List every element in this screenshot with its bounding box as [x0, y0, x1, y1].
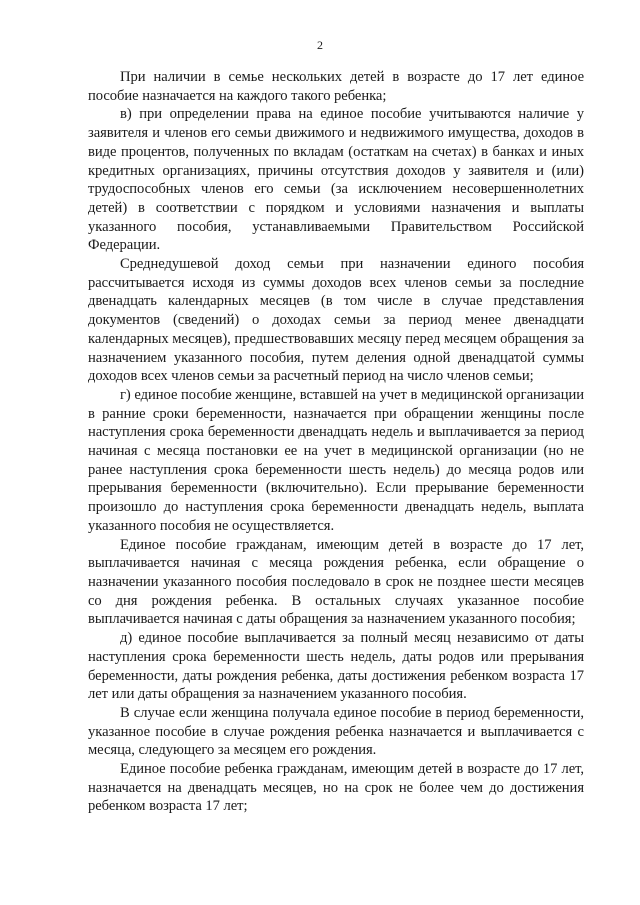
paragraph-multiple-children: При наличии в семье нескольких детей в возрасте до 17 лет единое пособие назначается на каждого такого ребенка; [88, 69, 584, 104]
paragraph-item-v-property: в) при определении права на единое пособие учитываются наличие у заявителя и членов его семьи движимого и недвижимого имущества, доходов в виде процентов, полученных по вкладам (остаткам на счетах) в банках и иных кредитных организациях, причины отсутствия доходов у заявителя и (или) трудоспособных членов его семьи (за исключением несовершеннолетних детей) в соответствии с порядком и условиями назначения и выплаты указанного пособия, устанавливаемыми Правительством Российской Федерации. [88, 106, 584, 254]
page-number: 2 [317, 38, 323, 52]
paragraph-average-income: Среднедушевой доход семьи при назначении единого пособия рассчитывается исходя из суммы доходов всех членов семьи за последние двенадцать календарных месяцев (в том числе в случае представления документов (сведений) о доходах семьи за период менее двенадцати календарных месяцев), предшествовавших месяцу перед месяцем обращения за назначением указанного пособия, путем деления одной двенадцатой суммы доходов всех членов семьи за расчетный период на число членов семьи; [88, 256, 584, 385]
paragraph-pregnancy-to-birth: В случае если женщина получала единое пособие в период беременности, указанное пособие в случае рождения ребенка назначается и выплачивается с месяца, следующего за месяцем его рождения. [88, 704, 584, 759]
document-body [88, 68, 584, 816]
paragraph-payment-start: Единое пособие гражданам, имеющим детей в возрасте до 17 лет, выплачивается начиная с месяца рождения ребенка, если обращение о назначении указанного пособия последовало в срок не позднее шести месяцев со дня рождения ребенка. В остальных случаях указанное пособие выплачивается начиная с даты обращения за назначением указанного пособия; [88, 536, 584, 628]
paragraph-item-g-pregnancy: г) единое пособие женщине, вставшей на учет в медицинской организации в ранние сроки беременности, назначается при обращении женщины после наступления срока беременности двенадцать недель и выплачивается за период начиная с месяца постановки ее на учет в медицинской организации (но не ранее наступления срока беременности шесть недель) до месяца родов или прерывания беременности (включительно). Если прерывание беременности произошло до наступления срока беременности двенадцать недель, выплата указанного пособия не осуществляется. [88, 386, 584, 534]
paragraph-assignment-period: Единое пособие ребенка гражданам, имеющим детей в возрасте до 17 лет, назначается на двенадцать месяцев, но на срок не более чем до достижения ребенком возраста 17 лет; [88, 761, 584, 815]
paragraph-item-d-full-month: д) единое пособие выплачивается за полный месяц независимо от даты наступления срока беременности шесть недель, даты родов или прерывания беременности, даты рождения ребенка, даты достижения ребенком возраста 17 лет или даты обращения за назначением указанного пособия. [88, 630, 584, 703]
